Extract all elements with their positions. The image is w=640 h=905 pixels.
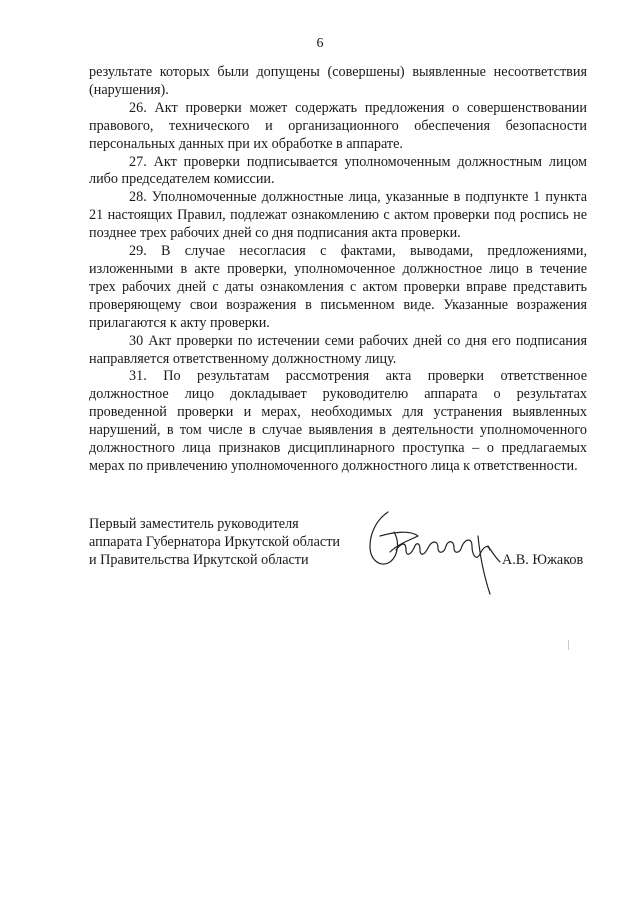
signatory-position-line: Первый заместитель руководителя xyxy=(89,516,299,532)
paragraph-27: 27. Акт проверки подписывается уполномоченным должностным лицом либо председателем комиссии. xyxy=(89,153,587,188)
signatory-position xyxy=(89,516,349,570)
document-body xyxy=(89,64,587,476)
paragraph-28: 28. Уполномоченные должностные лица, указанные в подпункте 1 пункта 21 настоящих Правил, подлежат ознакомлению с актом проверки под роспись не позднее трех рабочих дней со дня подписания акта проверки. xyxy=(89,189,587,242)
signatory-position-line: аппарата Губернатора Иркутской области xyxy=(89,533,341,550)
paragraph-26: 26. Акт проверки может содержать предложения о совершенствовании правового, технического и организационного обеспечения безопасности персональных данных при их обработке в аппарате. xyxy=(89,99,587,152)
paragraph-29: 29. В случае несогласия с фактами, выводами, предложениями, изложенными в акте проверки, уполномоченное должностное лицо в течение трех рабочих дней с даты ознакомления с актом проверки вправе представить проверяющему свои возражения в письменном виде. Указанные возражения прилагаются к акту проверки. xyxy=(89,243,587,331)
scan-artifact xyxy=(568,640,569,650)
paragraph-30: 30 Акт проверки по истечении семи рабочих дней со дня его подписания направляется ответственному должностному лицу. xyxy=(89,332,587,367)
signatory-name: А.В. Южаков xyxy=(502,552,584,568)
paragraph-continuation: результате которых были допущены (совершены) выявленные несоответствия (нарушения). xyxy=(89,64,587,98)
page-number: 6 xyxy=(316,36,324,51)
signatory-position-line: и Правительства Иркутской области xyxy=(89,551,309,568)
handwritten-signature xyxy=(360,506,510,601)
paragraph-31: 31. По результатам рассмотрения акта проверки ответственное должностное лицо докладывает руководителю аппарата о результатах проведенной проверки и мерах, необходимых для устранения выявленных нарушений, в том числе в случае выявления в деятельности уполномоченного должностного лица признаков дисциплинарного проступка – о предлагаемых мерах по привлечению уполномоченного должностного лица к ответственности. xyxy=(89,368,587,474)
